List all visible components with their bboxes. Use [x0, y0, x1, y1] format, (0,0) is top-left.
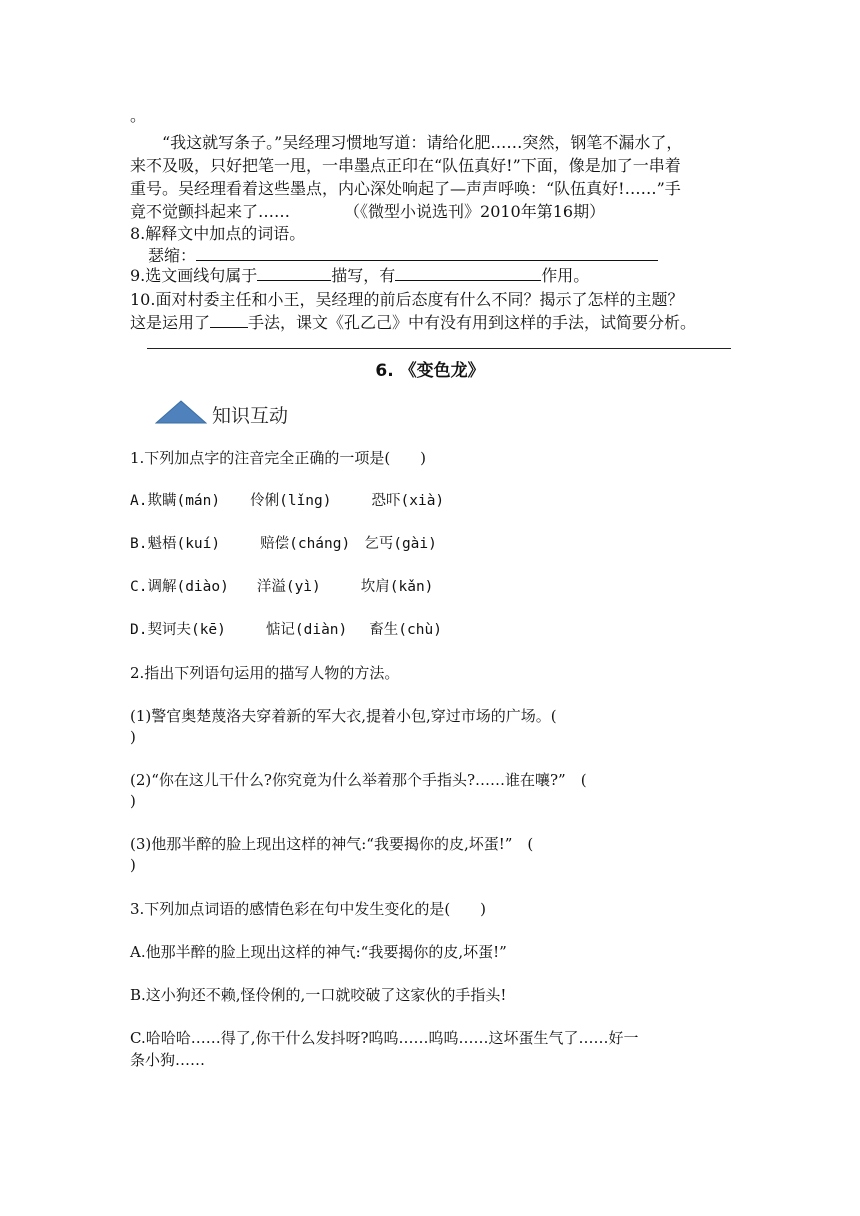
answer-blank[interactable]	[210, 311, 248, 328]
exercise-3-option-c-cont: 条小狗……	[130, 1051, 206, 1069]
answer-blank[interactable]	[257, 264, 331, 281]
exercise-3-option-c: C.哈哈哈……得了,你干什么发抖呀?呜呜……呜呜……这坏蛋生气了……好一	[130, 1029, 639, 1047]
option-term: 乞丐(gài)	[364, 536, 437, 552]
q10-part-b: 手法，课文《孔乙己》中有没有用到这样的手法，试简要分析。	[248, 313, 697, 332]
word-label: 瑟缩：	[148, 246, 197, 265]
exercise-3-option-a: A.他那半醉的脸上现出这样的神气:“我要揭你的皮,坏蛋!”	[130, 943, 507, 961]
option-term: 坎肩(kǎn)	[360, 579, 434, 595]
exercise-2-item-3-close: )	[130, 856, 136, 874]
exercise-2-question: 2.指出下列语句运用的描写人物的方法。	[130, 664, 400, 682]
exercise-3-question: 3.下列加点词语的感情色彩在句中发生变化的是( )	[130, 900, 487, 918]
option-term: 洋溢(yì)	[256, 579, 321, 595]
exercise-2-item-1: (1)警官奥楚蔑洛夫穿着新的军大衣,提着小包,穿过市场的广场。(	[130, 707, 557, 725]
exercise-1-option-c	[130, 576, 433, 598]
story-line-3: 重号。吴经理看着这些墨点，内心深处响起了—声声呼唤：“队伍真好!……”手	[130, 179, 681, 198]
section-label: 知识互动	[212, 405, 289, 427]
exercise-1-option-b	[130, 533, 437, 555]
story-line-1: “我这就写条子。”吴经理习惯地写道：请给化肥……突然，钢笔不漏水了，	[162, 133, 683, 152]
exercise-2-item-1-close: )	[130, 728, 136, 746]
exercise-2-item-3: (3)他那半醉的脸上现出这样的神气:“我要揭你的皮,坏蛋!” (	[130, 835, 534, 853]
exercise-1-option-d	[130, 619, 442, 641]
option-term: D.契诃夫(kē)	[130, 622, 226, 638]
exercise-1-option-a	[130, 490, 444, 512]
story-line-2: 来不及吸，只好把笔一甩，一串墨点正印在“队伍真好!”下面，像是加了一串着	[130, 156, 681, 175]
option-term: 畜生(chù)	[369, 622, 442, 638]
divider-line	[147, 348, 731, 349]
option-term: B.魁梧(kuí)	[130, 536, 221, 552]
option-term: 恐吓(xià)	[371, 493, 445, 509]
chapter-title: 6. 《变色龙》	[375, 361, 485, 381]
q9-part-b: 描写，有	[331, 266, 396, 285]
option-term: 赔偿(cháng)	[260, 536, 351, 552]
option-term: C.调解(diào)	[130, 579, 229, 595]
answer-blank[interactable]	[395, 264, 541, 281]
q10-part-a: 这是运用了	[130, 313, 211, 332]
option-term: A.欺瞒(mán)	[130, 493, 221, 509]
story-source: （《微型小说选刊》2010年第16期）	[344, 202, 606, 221]
triangle-icon	[155, 400, 207, 424]
q9-part-c: 作用。	[541, 266, 590, 285]
exercise-2-item-2: (2)“你在这儿干什么?你究竟为什么举着那个手指头?……谁在嚷?” (	[130, 771, 587, 789]
option-term: 惦记(diàn)	[265, 622, 348, 638]
question-8: 8.解释文中加点的词语。	[130, 224, 306, 243]
answer-blank[interactable]	[196, 244, 658, 261]
story-line-4-text: 竟不觉颤抖起来了……	[130, 202, 291, 221]
exercise-1-question: 1.下列加点字的注音完全正确的一项是( )	[130, 449, 427, 467]
option-term: 伶俐(lǐng)	[250, 493, 332, 509]
question-10-line-2	[130, 311, 696, 334]
fragment-text: 。	[130, 106, 147, 125]
story-line-4	[130, 200, 605, 223]
exercise-2-item-2-close: )	[130, 792, 136, 810]
question-9	[130, 264, 589, 287]
question-10-line-1: 10.面对村委主任和小王，吴经理的前后态度有什么不同？揭示了怎样的主题？	[130, 290, 684, 309]
exercise-3-option-b: B.这小狗还不赖,怪伶俐的,一口就咬破了这家伙的手指头!	[130, 986, 507, 1004]
q9-part-a: 9.选文画线句属于	[130, 266, 258, 285]
